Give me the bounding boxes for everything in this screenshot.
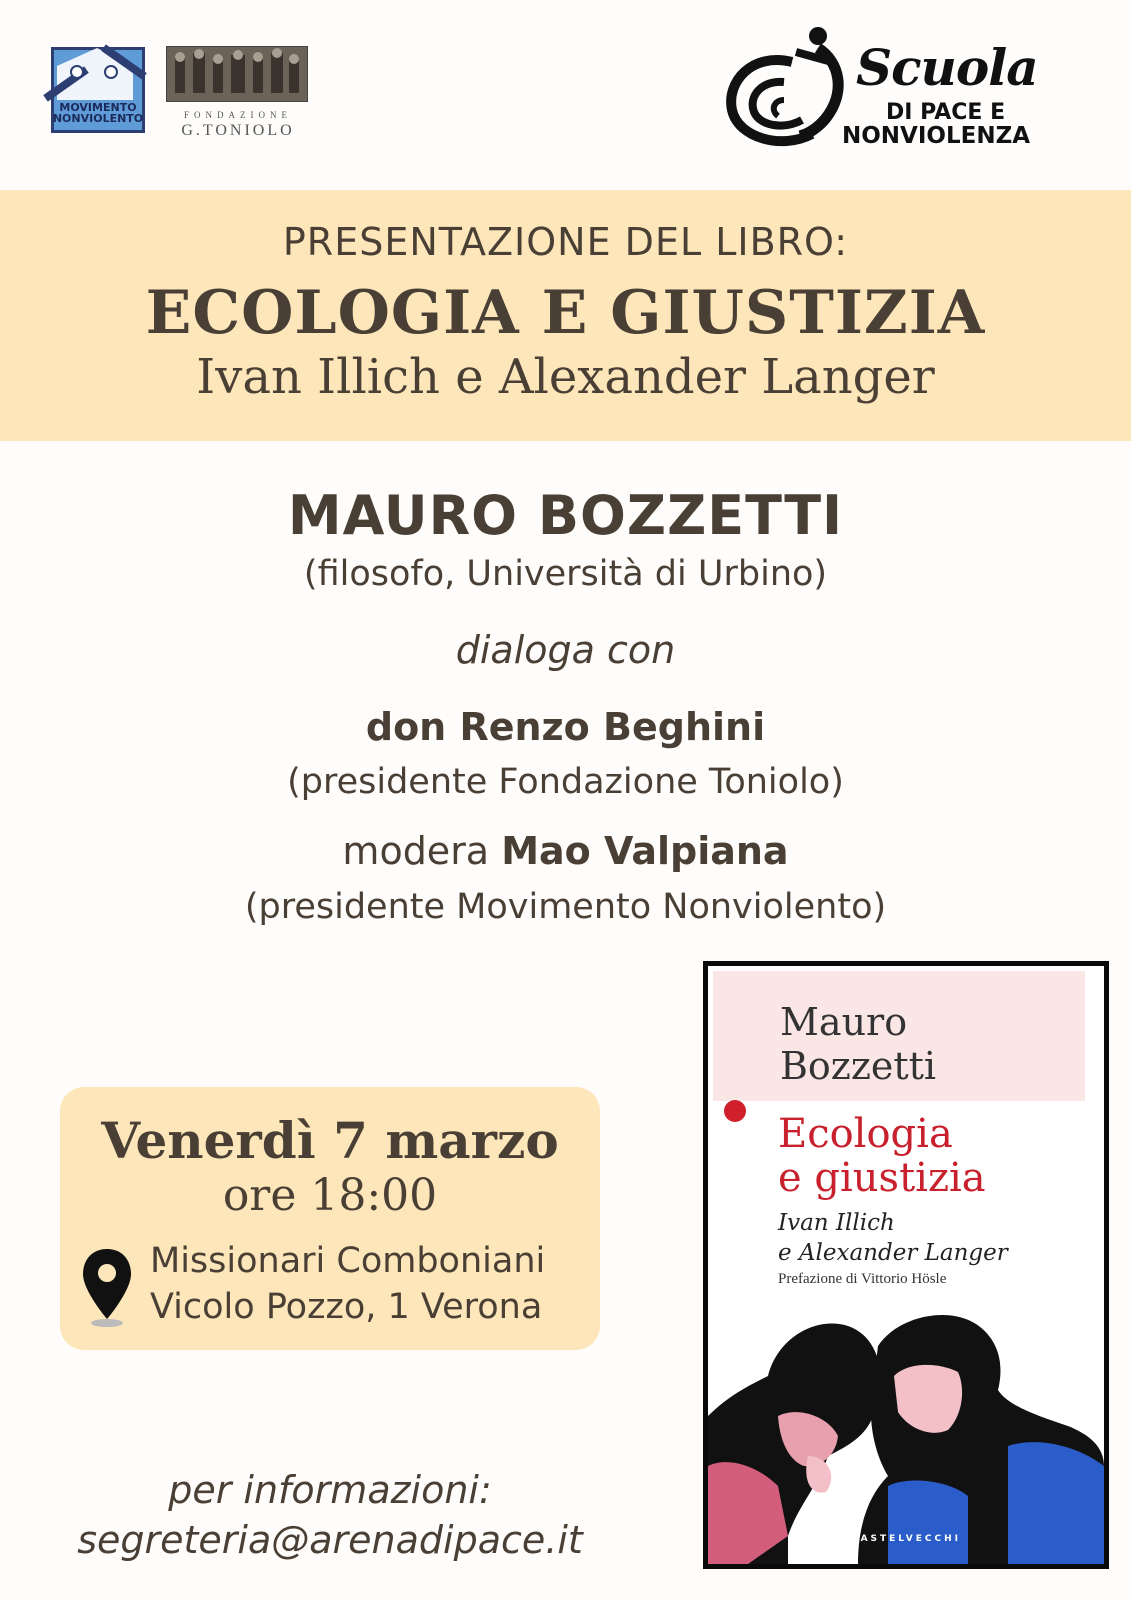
book-title-heading: ECOLOGIA E GIUSTIZIA bbox=[145, 278, 986, 348]
event-details-box bbox=[60, 1087, 600, 1350]
pretitle: PRESENTAZIONE DEL LIBRO: bbox=[282, 220, 849, 264]
location-pin-icon bbox=[80, 1247, 134, 1329]
publisher-mark-icon bbox=[724, 1100, 746, 1122]
info-label: per informazioni: bbox=[168, 1468, 492, 1512]
title-band bbox=[0, 190, 1131, 441]
speaker-name: MAURO BOZZETTI bbox=[287, 484, 844, 547]
fondazione-logo-line1: FONDAZIONE bbox=[184, 110, 292, 120]
fondazione-logo-line2: G.TONIOLO bbox=[181, 122, 295, 139]
scuola-logo-line2: DI PACE E bbox=[886, 100, 1006, 125]
movimento-nonviolento-logo bbox=[39, 44, 149, 136]
guest-name: don Renzo Beghini bbox=[365, 705, 766, 749]
scuola-pace-logo bbox=[722, 22, 1052, 156]
cover-author-last: Bozzetti bbox=[780, 1044, 937, 1088]
event-date: Venerdì 7 marzo bbox=[101, 1111, 559, 1170]
moderator-role: (presidente Movimento Nonviolento) bbox=[244, 887, 887, 927]
cover-portrait-illustration bbox=[708, 1306, 1104, 1564]
cover-subtitle-line1: Ivan Illich bbox=[778, 1210, 895, 1236]
event-time: ore 18:00 bbox=[222, 1170, 438, 1221]
book-subtitle-heading: Ivan Illich e Alexander Langer bbox=[196, 349, 935, 405]
info-email: segreteria@arenadipace.it bbox=[77, 1518, 583, 1562]
moderator-name: Mao Valpiana bbox=[501, 829, 789, 873]
speaker-role: (filosofo, Università di Urbino) bbox=[303, 554, 828, 594]
fondazione-toniolo-logo bbox=[166, 44, 310, 140]
moderator-prefix: modera bbox=[342, 829, 490, 873]
cover-preface: Prefazione di Vittorio Hösle bbox=[778, 1271, 947, 1287]
scuola-logo-line3: NONVIOLENZA bbox=[842, 123, 1031, 149]
scuola-logo-line1: Scuola bbox=[856, 38, 1038, 97]
movimento-logo-line1: MOVIMENTO bbox=[59, 101, 137, 114]
cover-author-first: Mauro bbox=[780, 1000, 908, 1044]
venue-address: Vicolo Pozzo, 1 Verona bbox=[150, 1287, 543, 1327]
venue-name: Missionari Comboniani bbox=[150, 1241, 546, 1281]
spiral-figure-icon bbox=[722, 22, 862, 156]
cover-publisher: CASTELVECCHI bbox=[850, 1534, 962, 1544]
movimento-logo-line2: NONVIOLENTO bbox=[52, 112, 144, 125]
guest-role: (presidente Fondazione Toniolo) bbox=[287, 762, 844, 802]
book-cover bbox=[703, 961, 1109, 1569]
moderator-line bbox=[0, 829, 1131, 873]
cover-title-line1: Ecologia bbox=[778, 1111, 953, 1157]
dialoga-text: dialoga con bbox=[455, 628, 676, 672]
cover-title-line2: e giustizia bbox=[778, 1155, 986, 1201]
cover-subtitle-line2: e Alexander Langer bbox=[778, 1240, 1008, 1266]
relief-image bbox=[166, 46, 308, 102]
